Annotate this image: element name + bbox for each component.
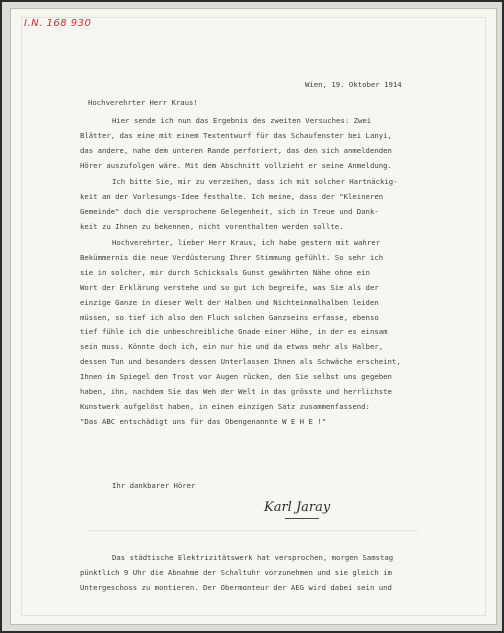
body-line: tief fühle ich die unbeschreibliche Gnade einer Höhe, in der es einsam	[80, 327, 388, 337]
body-line: Blätter, das eine mit einem Textentwurf für das Schaufenster bei Lanyi,	[80, 130, 392, 140]
salutation: Hochverehrter Herr Kraus!	[88, 98, 198, 107]
body-line: Wort der Erklärung verstehe und so gut ich begreife, was Sie als der	[80, 282, 379, 292]
body-line: "Das ABC entschädigt uns für das Obengenannte W E H E !"	[80, 416, 327, 426]
body-line: sie in solcher, mir durch Schicksals Gunst gewährten Nähe ohne ein	[80, 267, 370, 277]
body-line: Ihnen im Spiegel den Trost vor Augen rücken, den Sie selbst uns gegeben	[80, 372, 392, 382]
body-line: Hochverehrter, lieber Herr Kraus, ich habe gestern mit wahrer	[112, 238, 380, 247]
signature-stroke	[285, 518, 319, 519]
body-line: dessen Tun und besonders dessen Unterlassen Ihnen als Schwäche erscheint,	[80, 357, 401, 367]
body-line: Bekümmernis die neue Verdüsterung Ihrer Stimmung gefühlt. So sehr ich	[80, 252, 384, 262]
handwritten-signature: Karl Jaray	[264, 500, 331, 515]
body-line: Hier sende ich nun das Ergebnis des zweiten Versuches: Zwei	[112, 116, 372, 125]
body-line: müssen, so tief ich also den Fluch solchen Ganzseins erfasse, ebenso	[80, 312, 379, 322]
closing-phrase: Ihr dankbarer Hörer	[112, 481, 196, 490]
postscript-line: Untergeschoss zu montieren. Der Obermonteur der AEG wird dabei sein und	[80, 582, 392, 592]
archive-inventory-number: I.N. 168 930	[24, 18, 92, 29]
letter-date: Wien, 19. Oktober 1914	[305, 80, 402, 89]
body-line: keit an der Vorlesungs-Idee festhalte. Ich meine, dass der "Kleineren	[80, 191, 384, 201]
section-divider	[88, 530, 418, 531]
body-line: das andere, nahe dem unteren Rande perforiert, das den sich anmeldenden	[80, 145, 392, 155]
postscript-line: Das städtische Elektrizitätswerk hat versprochen, morgen Samstag	[112, 553, 394, 562]
body-line: Hörer auszufolgen wäre. Mit dem Abschnitt vollzieht er seine Anmeldung.	[80, 160, 392, 170]
body-line: haben, ihn, nachdem Sie das Weh der Welt in das grösste und herrlichste	[80, 387, 392, 396]
body-line: sein muss. Könnte doch ich, ein nur hie und da etwas mehr als Halber,	[80, 342, 384, 352]
postscript-line: pünktlich 9 Uhr die Abnahme der Schaltuhr vorzunehmen und sie gleich im	[80, 567, 392, 577]
body-line: Ich bitte Sie, mir zu verzeihen, dass ich mit solcher Hartnäckig-	[112, 177, 398, 186]
body-line: einzige Ganze in dieser Welt der Halben und Nichteinmalhalben leiden	[80, 297, 379, 307]
body-line: Kunstwerk aufgelöst haben, in einen einzigen Satz zusammenfassend:	[80, 401, 370, 411]
body-line: keit zu Ihnen zu bekennen, nicht vorenthalten werden sollte.	[80, 221, 344, 231]
body-line: Gemeinde" doch die versprochene Gelegenheit, sich in Treue und Dank-	[80, 206, 379, 216]
